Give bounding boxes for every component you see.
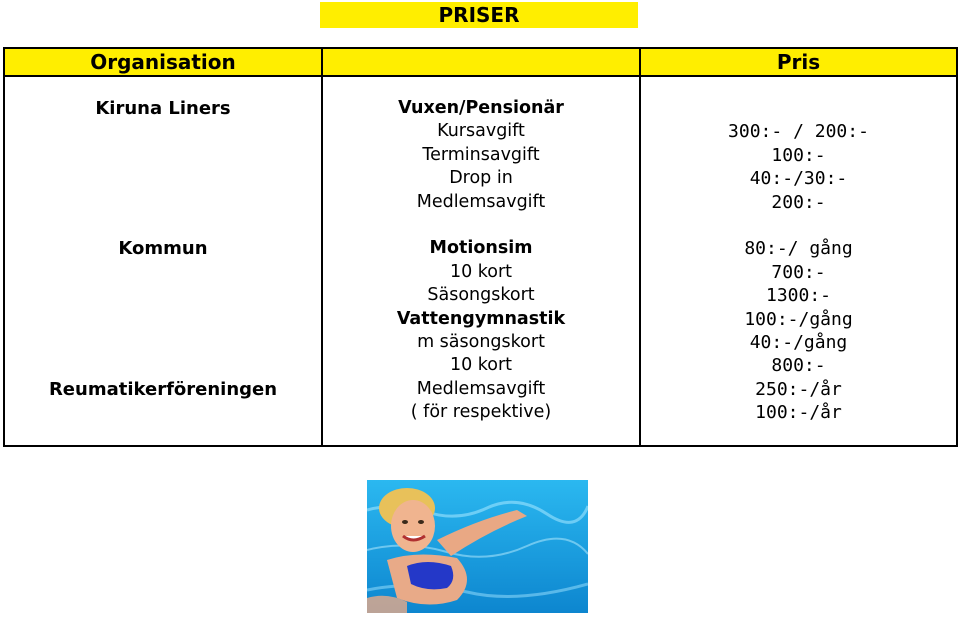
- list-item: Drop in: [449, 168, 513, 188]
- list-item: Motionsim: [429, 238, 533, 258]
- swimmer-photo-icon: [367, 480, 588, 613]
- list-item: Terminsavgift: [422, 145, 540, 165]
- list-item: m säsongskort: [417, 332, 545, 352]
- price-value: 200:-: [771, 192, 826, 213]
- header-organisation: Organisation: [4, 48, 322, 76]
- price-value: 800:-: [771, 355, 826, 376]
- price-value: 1300:-: [765, 285, 832, 306]
- org-reumatikerforeningen: Reumatikerföreningen: [48, 379, 278, 400]
- header-category: [322, 48, 640, 76]
- list-item: Säsongskort: [427, 285, 535, 305]
- price-value: 100:-/gång: [744, 309, 853, 330]
- list-item: Vattengymnastik: [396, 309, 566, 329]
- price-table: [3, 47, 958, 447]
- page-title: PRISER: [320, 2, 638, 28]
- category-column: [322, 76, 640, 446]
- org-kiruna-liners: Kiruna Liners: [95, 98, 231, 119]
- list-item: Medlemsavgift: [416, 192, 546, 212]
- list-item: Medlemsavgift: [416, 379, 546, 399]
- price-value: 80:-/ gång: [744, 238, 853, 259]
- price-value: 300:- / 200:-: [728, 121, 869, 142]
- price-value: 700:-: [771, 262, 826, 283]
- price-value: 100:-/år: [755, 402, 842, 423]
- price-value: 250:-/år: [755, 379, 842, 400]
- price-value: 40:-/gång: [749, 332, 848, 353]
- list-item: Vuxen/Pensionär: [398, 98, 564, 118]
- header-price: Pris: [640, 48, 957, 76]
- org-kommun: Kommun: [118, 238, 208, 259]
- price-value: 100:-: [771, 145, 826, 166]
- price-column: [640, 76, 957, 446]
- table-body-row: [4, 76, 957, 446]
- list-item: ( för respektive): [410, 402, 552, 422]
- table-header-row: [4, 48, 957, 76]
- price-value: 40:-/30:-: [749, 168, 848, 189]
- organisation-column: [4, 76, 322, 446]
- list-item: Kursavgift: [437, 121, 525, 141]
- list-item: 10 kort: [449, 355, 513, 375]
- swimmer-photo: [367, 480, 588, 613]
- list-item: 10 kort: [449, 262, 513, 282]
